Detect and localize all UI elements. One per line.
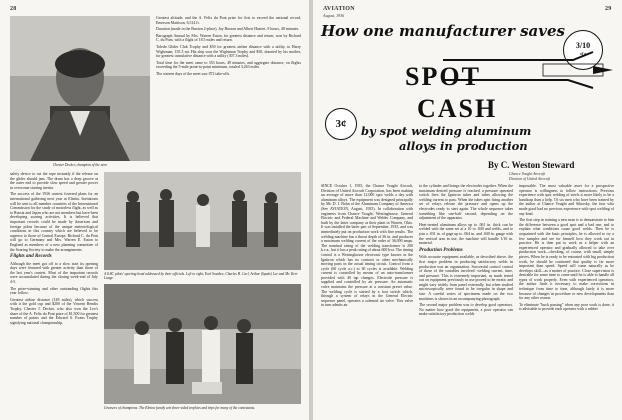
paragraph: Greatest altitude, and the A. Felix du Pont prize for first to exceed the national record, Emerson Mattison, 6,514 ft. [156,16,301,25]
group-photo-pilots [104,172,301,270]
byline-affiliation [509,172,550,181]
paragraph: Toledo Glider Club Trophy and $50 for greatest airline distance with a utility, to Harry Wightman, 155.3 mi. His ship won the Wightman Trophy and $50, donated by his mother, for greatest cumulative distance with a utility (307.3 miles). [156,44,301,59]
left-page-number: 28 [10,6,17,12]
champions-illustration [104,284,301,404]
right-page [313,0,622,420]
pilots-illustration [104,172,301,270]
article-byline: By C. Weston Steward [488,160,575,170]
paragraph: to the cylinder and brings the electrodes together. When the maximum desired pressure is reached, a pressure operated switch fires the Ignitron tubes and tubes allowing the welding current to pass. When the tubes spin firing another set of relays release the pressure and opens up the electrodes ready to start again. The whole sequence takes something like one-half second, depending on the adjustment of the apparatus. [419,184,513,221]
paragraph: The second major problem was to develop good operators. No matter how good the equipment, a poor operator can make satisfactory production welds [419,303,513,317]
right-page-number: 29 [605,6,612,12]
pilots-caption: A $.8C pilots' sporting head addressed by their officials. Left to right, Earl Southee, Charles H. Carl, Arthur (Spuds) Lee and Mr. Kerr Lange. [104,272,298,281]
article-column-1 [321,184,413,310]
right-running-head: AVIATION [323,6,355,12]
sub-headline-line-1: by spot welding aluminum [361,124,532,138]
paragraph: Total time for the meet came to 353 hours, 49 minutes, and aggregate distance, on flights exceeding the 5-mile point-to-point minimum, totaled 3,263 miles. [156,60,301,70]
portrait-illustration [10,16,150,161]
paragraph: Duration (made in the Buxton 2-place), Jay Buxton and Albert Hastert, 9 hours, 48 minutes. [156,27,300,32]
paragraph: The prize-winning and other outstanding flights this year follow: [10,286,98,296]
coin-top-value: 3/10 [575,41,591,50]
portrait-photo [10,16,150,161]
paragraph: Heat-treated aluminum alloys up to .061 in. thick can be welded with the same set at a 10 to .040 and welds, and to join a .031 in. of gage up to .064 in. and .040 in. gauge with the vertical arm in use, the machine will handle 1/16 in. material. [419,222,513,246]
section-heading: Flights and Records [10,254,52,260]
paragraph: safety device to cut the rope instantly if the release on the glider should jam. The drum has a deep groove at the outer end to provide slow speed and greater power in overcome starting inertia. [10,172,98,190]
headline-spot: SPOT [405,62,481,91]
paragraph: Although the meet got off to a slow start its opening days were featured with greater activity than those of the last year's contest. Most of the important records were accumulated during the closing week-end of July 4-5. [10,261,98,285]
left-page [0,0,309,420]
paragraph: The first step in training a new man is to demonstrate to him the difference between a good spot and a bad one, and to explain what conditions cause good welds. Then he is acquainted with the basic principles, he is allowed to try a few samples and see for himself how they work out in practice. He is then put to work as a helper with an experienced operator and gradually allowed to take over production work—checking, of course, with small, simple pieces. When he is ready to be entrusted with big production work, he should be cautioned that quality is far more important than speed. Speed will come naturally as he develops skill—as a matter of practice. Close supervision is desirable for some time to come until he is able to handle all types of work properly. Even with experienced operators, the author finds it necessary to make corrections in technique from time to time, although lately it is more because of changes in procedure or new developments than for any other reason. [519,218,614,301]
paragraph: The success of the 1936 contest fostered plans for an international gathering next year at Elmira. Invitations will be sent to all member countries of the International Commission for the study of motorless flight, as well as to Russia and Japan who are not members but have been developing soaring activities. It is believed that important records could be made by American and foreign pilots because of the unique meteorological conditions in this country which are believed to be superior to those of Central Europe. Richard C. du Pont will go to Germany and Mrs. Warren E. Eaton to England as members of a new planning committee of the Soaring Society to make the arrangements. [10,192,98,252]
paragraph: With accurate equipment available, as described above, the first major problem in producing satisfactory welds in production was an organization. Successful control control of those of the variables involved: welding current, time, and pressure. This is extremely important, as much tested out on equipment previously in use proved to be erratic and might vary widely from panel externally, but when studied microscopically were found to be irregular in shape and size. A careful series of specimens made on the two machines is shown in an accompanying photograph. [419,255,513,301]
byline-role-line: Chance Vought Aircraft [509,172,545,176]
article-column-2 [419,184,513,319]
paragraph: Barograph Annual by Mrs. Warren Eaton, for greatest distance and return, won by Richard C. du Pont, with a flight of 18.5 miles and return. [156,33,301,43]
right-running-date: August, 1936 [323,13,345,18]
script-headline: How one manufacturer saves [321,22,565,40]
portrait-caption: Chester Decker, champion of the aero [52,163,108,167]
left-body-column [10,172,98,327]
sub-headline-line-2: alloys in production [399,139,528,153]
group-photo-champions [104,284,301,404]
byline-role-line: Division of United Aircraft [509,176,550,181]
coin-three-cents-icon [325,108,357,140]
coin-bottom-value: 3¢ [335,118,347,130]
champions-caption: Greasers of champions. The Elmira family win three-sided trophies and trips for many of the contestants. [104,406,256,410]
section-heading: Production Problems [419,247,463,253]
paragraph: impossible. The most valuable asset for a prospective operator is willingness to follow instructions. Previous experience with spot welding of steels is more likely to be a handicap than a help. Of six men who have been trained by the author at Chance Vought and Sikorsky, the four who made good had no previous experience with spot welding of any kind. [519,184,614,216]
paragraph: Greatest airline distance (148 miles), which success with it the gold cup and $200 of the Vincent Bendix Trophy, Chester J. Decker, who also won the Leo's share of the A. Felix du Pont prize of $1,500 for greatest number of points and the Edward S. Evans Trophy signifying national championship. [10,297,98,325]
headline-cash: CASH [417,94,498,123]
results-column [156,16,301,79]
paragraph: SINCE October 1, 1935, the Chance Vought Aircraft, Division of United Aircraft Corporation, has been making an average of more than 12,000 spot welds a day with aluminum alloys. The equipment was designed principally by Mr. D. I. Bohn of the Aluminum Company of America (See AVIATION, August, 1935). In collaboration with engineers from Chance Vought, Westinghouse, General Electric and Federal Machine and Welder Company, and built by the latter company at their plant in Warren, Ohio. It was installed the latter part of September, 1935, and was immediately put on production work with fine results. The welding machine has a throat depth of 36 in. and produces a maximum welding current of the order of 36,000 amps. The nominal rating of the welding transformer is 200 k.v.a., but it has a peak rating of about 600 kva. The timing control is a Westinghouse electronic type known as the Ignitron which has no contacts or other mechanically moving parts in the actual timing circuit. Control from a cycle (60 cycle a.c.) to 30 cycles is available. Welding current is controlled by means of an auto-transformer provided with 40 tap changes. Electrode pressure is supplied and controlled by air pressure. An automatic valve maintains the pressure at a constant preset value. The welding cycle is started by a foot switch which, through a system of relays in the General Electric sequence panel, operates a solenoid air valve. This valve in turn admits air [321,184,413,308]
article-column-3 [519,184,614,314]
paragraph: The sixteen days of the meet saw 872 take-offs. [156,71,231,76]
coin-top-label: of a [579,51,587,56]
paragraph: To eliminate "buck passing" when any poor work is done, it is advisable to provide each operator with a rubber [519,302,614,312]
